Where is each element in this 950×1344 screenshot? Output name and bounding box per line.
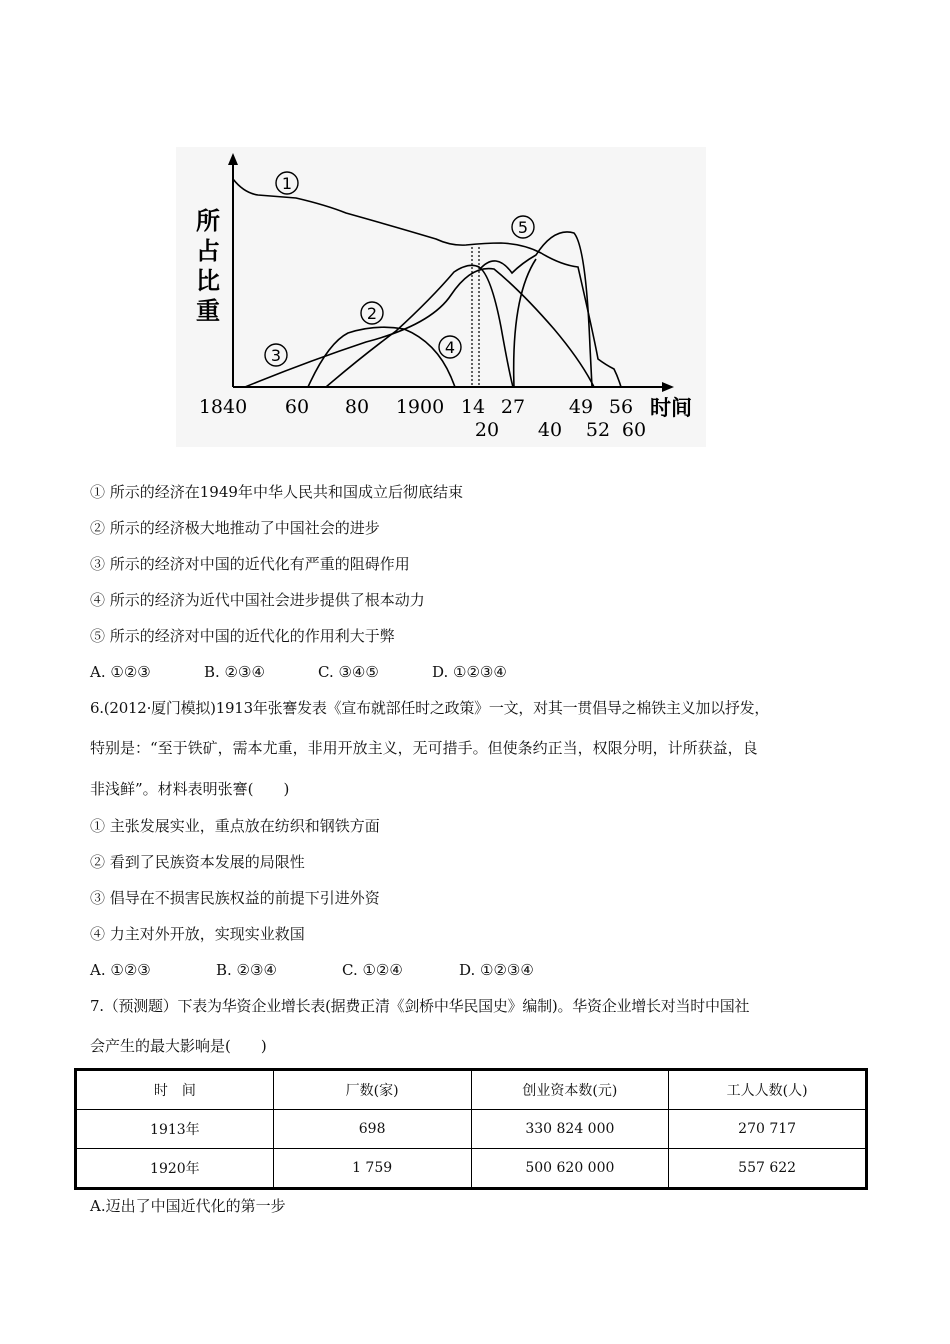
table-cell: 330 824 000 [471, 1110, 669, 1149]
svg-text:4: 4 [444, 338, 456, 357]
curve-2 [308, 327, 455, 387]
curve-5-tail [514, 259, 536, 387]
chart-svg [176, 147, 706, 447]
x-axis-label: 时间 [650, 396, 692, 420]
tick-60: 60 [284, 396, 310, 418]
q5-option-a[interactable]: A. ①②③ [90, 663, 151, 681]
economy-share-chart [176, 147, 706, 447]
q6-option-d[interactable]: D. ①②③④ [459, 961, 534, 979]
svg-text:3: 3 [270, 346, 282, 365]
y-label-1: 所 [196, 207, 220, 235]
table-row [76, 1149, 867, 1189]
q5-option-b[interactable]: B. ②③④ [204, 663, 265, 681]
q5-statement-2: ② 所示的经济极大地推动了中国社会的进步 [90, 519, 380, 537]
q7-option-a[interactable]: A.迈出了中国近代化的第一步 [90, 1197, 286, 1215]
label-4 [439, 336, 461, 358]
table-header: 创业资本数(元) [471, 1070, 669, 1110]
table-cell: 698 [273, 1110, 471, 1149]
q6-statement-2: ② 看到了民族资本发展的局限性 [90, 853, 305, 871]
svg-text:5: 5 [517, 218, 529, 237]
tick-49: 49 [568, 396, 594, 418]
y-label-3: 比 [196, 267, 220, 295]
tick-60b: 60 [621, 419, 647, 441]
tick-80: 80 [344, 396, 370, 418]
tick-27: 27 [500, 396, 526, 418]
tick-52: 52 [585, 419, 611, 441]
table-cell: 1913年 [76, 1110, 274, 1149]
q6-stem-line-1: 6.(2012·厦门模拟)1913年张謇发表《宣布就部任时之政策》一文，对其一贯倡导之棉铁主义加以抒发， [90, 699, 770, 717]
label-3 [265, 344, 287, 366]
q6-option-b[interactable]: B. ②③④ [216, 961, 277, 979]
q5-statement-5: ⑤ 所示的经济对中国的近代化的作用利大于弊 [90, 627, 395, 645]
tick-1840: 1840 [198, 396, 248, 418]
q6-stem-line-2: 特别是：“至于铁矿，需本尤重，非用开放主义，无可措手。但使条约正当，权限分明，计所获益，良 [90, 739, 758, 757]
q6-statement-4: ④ 力主对外开放，实现实业救国 [90, 925, 305, 943]
q6-stem-line-3: 非浅鲜”。材料表明张謇( ) [90, 780, 290, 798]
curve-1 [233, 179, 621, 387]
q6-statement-1: ① 主张发展实业，重点放在纺织和钢铁方面 [90, 817, 380, 835]
q5-statement-4: ④ 所示的经济为近代中国社会进步提供了根本动力 [90, 591, 425, 609]
q6-option-c[interactable]: C. ①②④ [342, 961, 403, 979]
label-5 [512, 216, 534, 238]
y-label-2: 占 [196, 237, 220, 265]
table-header: 时 间 [76, 1070, 274, 1110]
svg-text:1: 1 [281, 174, 293, 193]
enterprise-growth-table [74, 1068, 868, 1190]
q5-options [90, 662, 507, 682]
curve-3 [245, 269, 594, 387]
q6-statement-3: ③ 倡导在不损害民族权益的前提下引进外资 [90, 889, 380, 907]
label-1 [276, 172, 298, 194]
y-axis-arrow [228, 153, 238, 165]
curve-4 [326, 265, 513, 387]
tick-20: 20 [474, 419, 500, 441]
q6-option-a[interactable]: A. ①②③ [90, 961, 151, 979]
table-cell: 270 717 [669, 1110, 867, 1149]
q5-option-d[interactable]: D. ①②③④ [432, 663, 507, 681]
svg-text:2: 2 [366, 304, 378, 323]
table-cell: 557 622 [669, 1149, 867, 1189]
q5-statement-1: ① 所示的经济在1949年中华人民共和国成立后彻底结束 [90, 483, 463, 501]
table-header-row [76, 1070, 867, 1110]
y-label-4: 重 [196, 297, 220, 325]
q5-statement-3: ③ 所示的经济对中国的近代化有严重的阻碍作用 [90, 555, 410, 573]
table-row [76, 1110, 867, 1149]
table-cell: 500 620 000 [471, 1149, 669, 1189]
q5-option-c[interactable]: C. ③④⑤ [318, 663, 379, 681]
tick-40: 40 [537, 419, 563, 441]
tick-56: 56 [608, 396, 634, 418]
tick-1900: 1900 [395, 396, 445, 418]
q6-options [90, 960, 534, 980]
table-header: 厂数(家) [273, 1070, 471, 1110]
x-axis-arrow [662, 382, 674, 392]
q7-stem-line-2: 会产生的最大影响是( ) [90, 1037, 267, 1055]
table-cell: 1 759 [273, 1149, 471, 1189]
table-header: 工人人数(人) [669, 1070, 867, 1110]
q7-stem-line-1: 7.（预测题）下表为华资企业增长表(据费正清《剑桥中华民国史》编制)。华资企业增长对当时中国社 [90, 997, 750, 1015]
label-2 [361, 302, 383, 324]
table-cell: 1920年 [76, 1149, 274, 1189]
tick-14: 14 [460, 396, 486, 418]
